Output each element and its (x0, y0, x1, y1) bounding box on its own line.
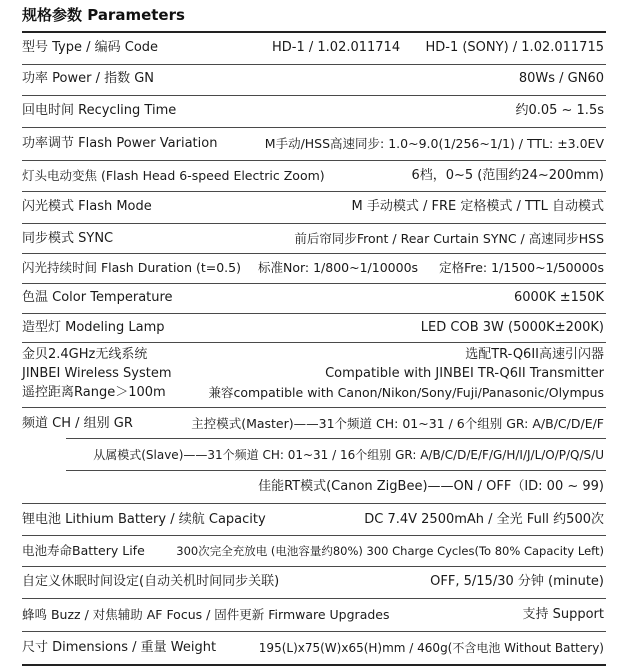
wireless-value-line3: 兼容compatible with Canon/Nikon/Sony/Fuji/Panasonic/Olympus (208, 385, 604, 400)
buzz-label: 蜂鸣 Buzz / 对焦辅助 AF Focus / 固件更新 Firmware Upgrades (22, 607, 390, 622)
row-divider (22, 160, 606, 161)
wireless-label-line3: 遥控距离Range＞100m (22, 385, 166, 400)
channel-label: 频道 CH / 组别 GR (22, 416, 133, 431)
wireless-label-line2: JINBEI Wireless System (22, 366, 172, 381)
row-divider (22, 95, 606, 96)
duration-value-freeze: 定格Fre: 1/1500~1/50000s (439, 260, 604, 275)
wireless-value-line2: Compatible with JINBEI TR-Q6II Transmitter (325, 366, 604, 381)
row-divider (22, 127, 606, 128)
power-value: 80Ws / GN60 (518, 71, 604, 86)
sync-value: 前后帘同步Front / Rear Curtain SYNC / 高速同步HSS (294, 231, 604, 246)
row-divider (22, 598, 606, 599)
row-divider (22, 313, 606, 314)
zoom-value: 6档，0~5 (范围约24~200mm) (411, 168, 604, 183)
battery-life-label: 电池寿命Battery Life (22, 543, 145, 558)
flash-mode-value: M 手动模式 / FRE 定格模式 / TTL 自动模式 (351, 199, 604, 214)
channel-slave-value: 从属模式(Slave)——31个频道 CH: 01~31 / 16个组别 GR: A/B/C/D/E/F/G/H/I/J/L/O/P/Q/S/U (93, 448, 604, 462)
row-divider (22, 283, 606, 284)
channel-master-value: 主控模式(Master)——31个频道 CH: 01~31 / 6个组别 GR: A/B/C/D/E/F (191, 416, 604, 431)
row-divider (22, 407, 606, 408)
sync-label: 同步模式 SYNC (22, 231, 114, 246)
header-divider (22, 31, 606, 33)
page-title: 规格参数 Parameters (22, 6, 185, 24)
row-divider (22, 631, 606, 632)
dimensions-value: 195(L)x75(W)x65(H)mm / 460g(不含电池 Without Battery) (258, 641, 604, 655)
sleep-label: 自定义休眠时间设定(自动关机时间同步关联) (22, 574, 280, 589)
flash-mode-label: 闪光模式 Flash Mode (22, 199, 152, 214)
row-divider (22, 253, 606, 254)
duration-label: 闪光持续时间 Flash Duration (t=0.5) (22, 260, 241, 275)
buzz-value: 支持 Support (522, 607, 604, 622)
modeling-lamp-label: 造型灯 Modeling Lamp (22, 320, 165, 335)
power-variation-label: 功率调节 Flash Power Variation (22, 136, 218, 151)
dimensions-label: 尺寸 Dimensions / 重量 Weight (22, 640, 217, 655)
row-divider (22, 342, 606, 343)
sleep-value: OFF, 5/15/30 分钟 (minute) (430, 574, 604, 589)
wireless-value-line1: 选配TR-Q6II高速引闪器 (465, 347, 604, 362)
model-label: 型号 Type / 编码 Code (22, 40, 159, 55)
power-label: 功率 Power / 指数 GN (22, 71, 155, 86)
recycling-value: 约0.05 ~ 1.5s (515, 103, 604, 118)
battery-life-value: 300次完全充放电 (电池容量约80%) 300 Charge Cycles(To 80% Capacity Left) (176, 544, 604, 558)
zoom-label: 灯头电动变焦 (Flash Head 6-speed Electric Zoom) (22, 168, 325, 183)
row-divider (22, 566, 606, 567)
color-temp-label: 色温 Color Temperature (22, 290, 173, 305)
modeling-lamp-value: LED COB 3W (5000K±200K) (420, 320, 604, 335)
recycling-label: 回电时间 Recycling Time (22, 103, 177, 118)
battery-label: 锂电池 Lithium Battery / 续航 Capacity (22, 512, 266, 527)
color-temp-value: 6000K ±150K (514, 290, 604, 305)
row-divider (22, 191, 606, 192)
row-divider (22, 223, 606, 224)
footer-divider (22, 664, 606, 666)
duration-value-normal: 标准Nor: 1/800~1/10000s (258, 260, 419, 275)
row-divider (22, 64, 606, 65)
row-divider (22, 503, 606, 504)
sub-row-divider (66, 438, 606, 439)
model-value-sony: HD-1 (SONY) / 1.02.011715 (425, 40, 604, 55)
sub-row-divider (66, 470, 606, 471)
model-value-standard: HD-1 / 1.02.011714 (272, 40, 401, 55)
row-divider (22, 535, 606, 536)
channel-rt-value: 佳能RT模式(Canon ZigBee)——ON / OFF（ID: 00 ~ 99) (258, 479, 604, 494)
wireless-label-line1: 金贝2.4GHz无线系统 (22, 347, 148, 362)
power-variation-value: M手动/HSS高速同步: 1.0~9.0(1/256~1/1) / TTL: ±3.0EV (264, 136, 604, 151)
battery-value: DC 7.4V 2500mAh / 全光 Full 约500次 (364, 512, 604, 527)
